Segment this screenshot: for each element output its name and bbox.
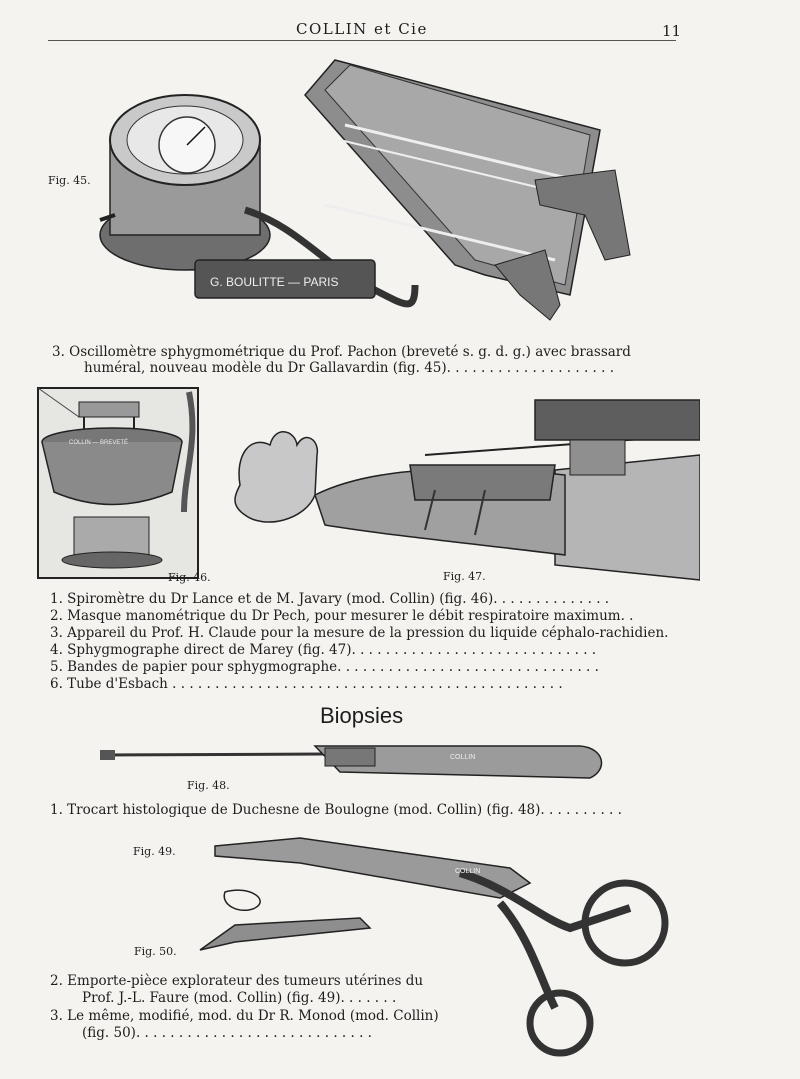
list-item-appareil-claude: 3. Appareil du Prof. H. Claude pour la mesure de la pression du liquide céphalo-rachidien. — [50, 625, 669, 641]
fig46-label: Fig. 46. — [168, 571, 211, 584]
fig48-engraving: COLLIN — [450, 754, 476, 761]
section-heading-biopsies: Biopsies — [320, 703, 404, 728]
list-item-tube-esbach: 6. Tube d'Esbach . . . . . . . . . . . . . . . . . . . . . . . . . . . . . . . . . . . . . . . . . . . . . . — [50, 676, 563, 692]
item-emporte-piece-line2: Prof. J.-L. Faure (mod. Collin) (fig. 49). . . . . . . — [82, 990, 397, 1006]
item-emporte-piece-line1: 2. Emporte-pièce explorateur des tumeurs utérines du — [50, 973, 424, 989]
item-le-meme-line1: 3. Le même, modifié, mod. du Dr R. Monod (mod. Collin) — [50, 1008, 439, 1024]
list-item-masque: 2. Masque manométrique du Dr Pech, pour mesurer le débit respiratoire maximum. . — [50, 608, 634, 624]
fig50-label: Fig. 50. — [134, 945, 177, 958]
list-item-sphygmographe: 4. Sphygmographe direct de Marey (fig. 47). . . . . . . . . . . . . . . . . . . . . . . . . . . . . — [50, 642, 597, 658]
page-number: 11 — [662, 22, 682, 40]
fig50-tip-illustration — [195, 880, 380, 960]
fig48-label: Fig. 48. — [187, 779, 230, 792]
fig47-label: Fig. 47. — [443, 570, 486, 583]
list-item-spirometre: 1. Spiromètre du Dr Lance et de M. Javary (mod. Collin) (fig. 46). . . . . . . . . . . . . . — [50, 591, 610, 607]
fig45-oscillometer-illustration — [95, 55, 640, 325]
fig46-spirometer-illustration — [24, 382, 204, 582]
item-list-section2 — [50, 591, 668, 693]
fig49-engraving: COLLIN — [455, 868, 481, 875]
fig46-engraving: COLLIN — BREVETÉ — [69, 440, 129, 446]
fig49-label: Fig. 49. — [133, 845, 176, 858]
item-le-meme-line2: (fig. 50). . . . . . . . . . . . . . . . . . . . . . . . . . . . — [82, 1025, 372, 1041]
item-oscillometre-line2: huméral, nouveau modèle du Dr Gallavardin (fig. 45). . . . . . . . . . . . . . . . . . . . — [84, 360, 614, 376]
item-trocart: 1. Trocart histologique de Duchesne de Boulogne (mod. Collin) (fig. 48). . . . . . . . . . — [50, 802, 622, 818]
header-rule — [48, 40, 676, 41]
fig45-label: Fig. 45. — [48, 174, 91, 187]
list-item-bandes: 5. Bandes de papier pour sphygmographe. . . . . . . . . . . . . . . . . . . . . . . . . . . . . . . — [50, 659, 599, 675]
fig47-sphygmograph-illustration — [225, 395, 700, 585]
header-title: COLLIN et Cie — [296, 20, 428, 38]
fig48-trocar-illustration — [100, 740, 610, 790]
fig45-engraving: G. BOULITTE — PARIS — [210, 275, 339, 289]
item-oscillometre-line1: 3. Oscillomètre sphygmométrique du Prof. Pachon (breveté s. g. d. g.) avec brassard — [52, 344, 631, 360]
